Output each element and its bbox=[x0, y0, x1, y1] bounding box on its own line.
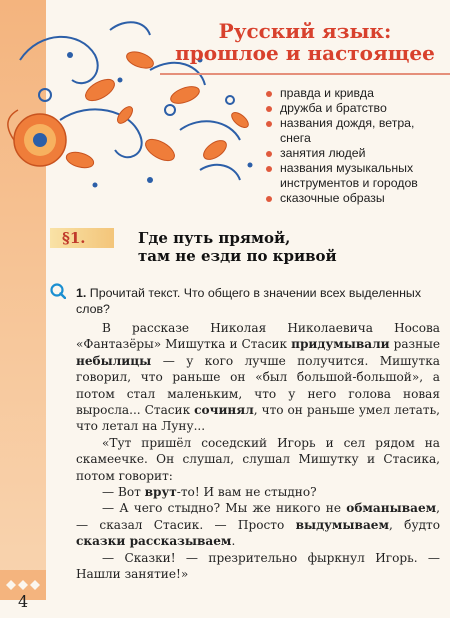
story-paragraph-1 bbox=[76, 320, 440, 435]
text-run: . bbox=[231, 534, 236, 549]
page-title bbox=[160, 20, 450, 64]
text-run: , будто bbox=[389, 517, 440, 532]
title-underline bbox=[160, 73, 450, 75]
section-title bbox=[138, 229, 438, 265]
highlighted-word: врут bbox=[144, 485, 177, 500]
topic-item: названия музыкальных инструментов и городов bbox=[262, 161, 448, 191]
text-run: В рассказе Николая Николаевича Носова «Фантазёры» Мишутка и Стасик bbox=[76, 321, 440, 352]
highlighted-word: обманываем bbox=[346, 501, 437, 516]
title-line-1: Русский язык: bbox=[218, 19, 392, 43]
story-paragraph-3 bbox=[76, 484, 440, 500]
text-run: — Вот bbox=[102, 485, 145, 500]
topic-item: дружба и братство bbox=[262, 101, 448, 116]
text-run: -то! И вам не стыдно? bbox=[176, 485, 317, 500]
text-run: , — сказал Стасик. — Просто bbox=[76, 501, 440, 532]
task-1 bbox=[76, 285, 440, 317]
topic-item: сказочные образы bbox=[262, 191, 448, 206]
highlighted-word: сказки рассказываем bbox=[76, 534, 232, 549]
highlighted-word: выдумываем bbox=[295, 517, 389, 532]
section-number: §1. bbox=[62, 229, 86, 247]
highlighted-word: небылицы bbox=[76, 353, 152, 368]
story-paragraph-5: — Сказки! — презрительно фыркнул Игорь. — Нашли занятие!» bbox=[76, 550, 440, 582]
page-number: 4 bbox=[18, 592, 29, 611]
topic-item: правда и кривда bbox=[262, 86, 448, 101]
topic-item: занятия людей bbox=[262, 146, 448, 161]
task-text: Прочитай текст. Что общего в значении всех выделенных слов? bbox=[76, 286, 422, 316]
question-icon bbox=[50, 283, 66, 299]
text-run: — у кого лучше получится. Мишутка говорил, что раньше он «был большой-большой», а потом стал маленьким, что у него голова новая выросла... Стасик bbox=[76, 353, 440, 418]
topic-item: названия дождя, ветра, снега bbox=[262, 116, 448, 146]
story-paragraph-2: «Тут пришёл соседский Игорь и сел рядом на скамеечке. Он слушал, слушал Мишутку и Стасика, потом говорит: bbox=[76, 435, 440, 483]
text-run: , что он раньше умел летать, что летал на Луну... bbox=[76, 403, 441, 434]
text-run: разные bbox=[389, 337, 440, 352]
story-paragraph-4 bbox=[76, 500, 440, 549]
task-number: 1. bbox=[76, 286, 87, 300]
topics-list bbox=[262, 86, 448, 206]
section-title-line-2: там не езди по кривой bbox=[138, 247, 337, 265]
highlighted-word: сочинял bbox=[194, 403, 254, 418]
text-run: — А чего стыдно? Мы же никого не bbox=[102, 501, 347, 516]
title-line-2: прошлое и настоящее bbox=[175, 41, 435, 65]
highlighted-word: придумывали bbox=[291, 337, 390, 352]
story-text bbox=[76, 320, 440, 583]
section-title-line-1: Где путь прямой, bbox=[138, 229, 291, 247]
